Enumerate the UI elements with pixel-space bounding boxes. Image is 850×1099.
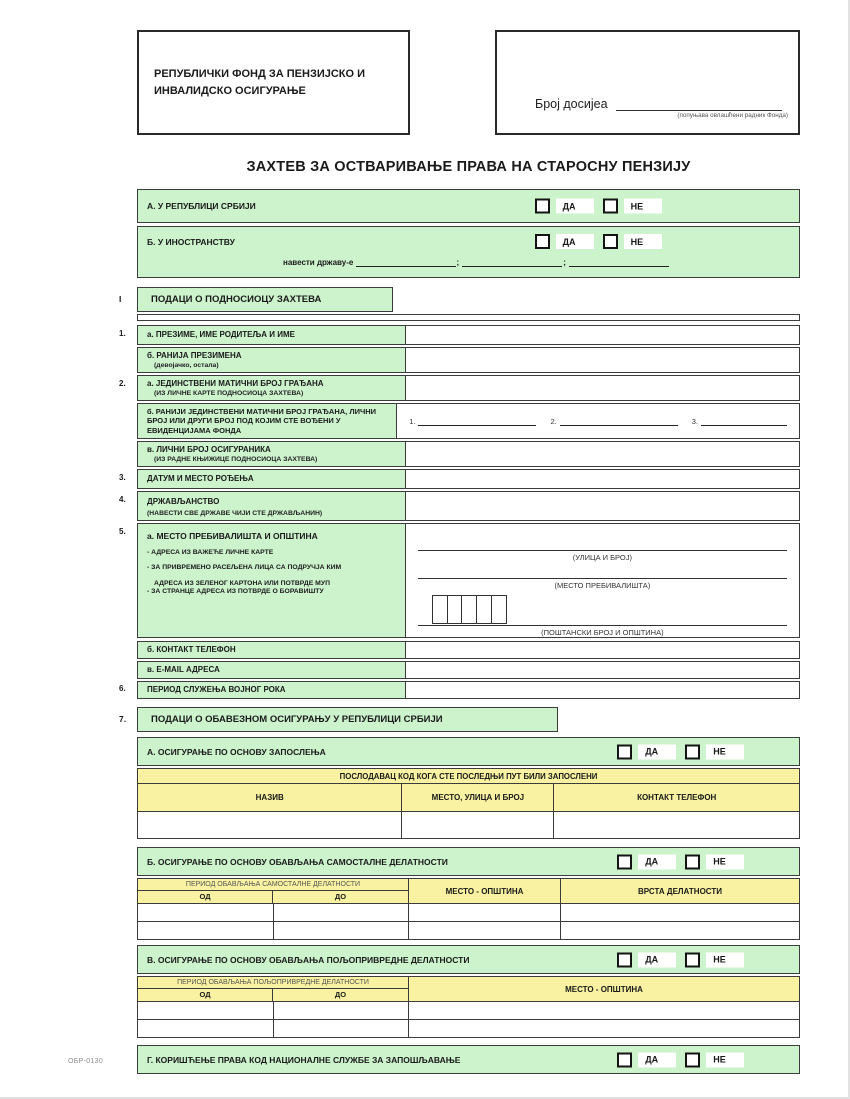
agriculture-period-header: ПЕРИОД ОБАВЉАЊА ПОЉОПРИВРЕДНЕ ДЕЛАТНОСТИ: [138, 977, 408, 989]
row-self-employment-insurance: Б. ОСИГУРАЊЕ ПО ОСНОВУ ОБАВЉАЊА САМОСТАЛНЕ ДЕЛАТНОСТИ ДА НЕ: [137, 847, 800, 876]
row-employment-service-rights: Г. КОРИШЋЕЊЕ ПРАВА КОД НАЦИОНАЛНЕ СЛУЖБЕ ЗА ЗАПОШЉАВАЊЕ ДА НЕ: [137, 1045, 800, 1074]
row-employment-insurance: А. ОСИГУРАЊЕ ПО ОСНОВУ ЗАПОСЛЕЊА ДА НЕ: [137, 737, 800, 766]
agriculture-no-checkbox[interactable]: [685, 952, 700, 967]
postal-digit-box[interactable]: [491, 595, 507, 624]
empty-strip: [137, 314, 800, 321]
employer-address-cell[interactable]: [402, 812, 554, 838]
surname-name-input[interactable]: [406, 326, 799, 344]
earlier-numbers-field: 1. 2. 3.: [397, 404, 799, 438]
serbia-yes-label: ДА: [556, 199, 594, 214]
row-citizenship: 4. ДРЖАВЉАНСТВО (НАВЕСТИ СВЕ ДРЖАВЕ ЧИЈИ СТЕ ДРЖАВЉАНИН): [137, 491, 800, 521]
row-agriculture-insurance: В. ОСИГУРАЊЕ ПО ОСНОВУ ОБАВЉАЊА ПОЉОПРИВРЕДНЕ ДЕЛАТНОСТИ ДА НЕ: [137, 945, 800, 974]
col-employer-phone: КОНТАКТ ТЕЛЕФОН: [637, 793, 717, 803]
row-surname-name: 1. а. ПРЕЗИМЕ, ИМЕ РОДИТЕЉА И ИМЕ: [137, 325, 800, 345]
citizenship-input[interactable]: [406, 492, 799, 520]
self-from-cell[interactable]: [138, 922, 274, 939]
self-to-cell[interactable]: [274, 922, 410, 939]
abroad-label: Б. У ИНОСТРАНСТВУ: [147, 237, 235, 247]
employer-band: ПОСЛОДАВАЦ КОД КОГА СТЕ ПОСЛЕДЊИ ПУТ БИЛИ ЗАПОСЛЕНИ: [138, 769, 799, 784]
section-applicant: [119, 287, 800, 312]
section-1-title-box: ПОДАЦИ О ПОДНОСИОЦУ ЗАХТЕВА: [137, 287, 393, 312]
dossier-label: Број досијеа: [535, 97, 608, 111]
employer-phone-cell[interactable]: [554, 812, 799, 838]
self-employment-no-checkbox[interactable]: [685, 854, 700, 869]
row-email: в. E-MAIL АДРЕСА: [137, 661, 800, 679]
state-3-field[interactable]: [569, 257, 669, 267]
military-service-input[interactable]: [406, 682, 799, 698]
postal-digit-box[interactable]: [432, 595, 448, 624]
row-contact-phone: б. КОНТАКТ ТЕЛЕФОН: [137, 641, 800, 659]
self-place-cell[interactable]: [409, 904, 561, 921]
dossier-note: (попуњава овлашћени радник Фонда): [677, 112, 788, 119]
row-residence: 5. а. МЕСТО ПРЕБИВАЛИШТА И ОПШТИНА - АДРЕСА ИЗ ВАЖЕЋЕ ЛИЧНЕ КАРТЕ - ЗА ПРИВРЕМЕНО РАСЕЉЕНА ЛИЦА СА ПОДРУЧЈА КИМ АДРЕСА ИЗ ЗЕЛЕНОГ КАРТОНА ИЛИ ПОТВРДЕ МУП - ЗА СТРАНЦЕ АДРЕСА ИЗ ПОТВРДЕ О БОРАВИШТУ (УЛИЦА И БРОЈ) (МЕСТО ПРЕБИВАЛИШТА) (ПОШТАНСКИ БРОЈ И ОПШТИНА): [137, 523, 800, 638]
section-7-title-box: ПОДАЦИ О ОБАВЕЗНОМ ОСИГУРАЊУ У РЕПУБЛИЦИ СРБИЈИ: [137, 707, 558, 732]
state-2-field[interactable]: [462, 257, 562, 267]
agri-to-cell[interactable]: [274, 1002, 410, 1019]
col-employer-address: МЕСТО, УЛИЦА И БРОЈ: [402, 784, 554, 811]
earlier-number-2-field[interactable]: [560, 416, 678, 426]
state-1-field[interactable]: [356, 257, 456, 267]
fund-name: РЕПУБЛИЧКИ ФОНД ЗА ПЕНЗИЈСКО И ИНВАЛИДСКО ОСИГУРАЊЕ: [154, 68, 366, 97]
dossier-number-field[interactable]: [616, 98, 782, 111]
employer-table: [137, 768, 800, 839]
self-from-cell[interactable]: [138, 904, 274, 921]
row-pension-in-serbia: [137, 189, 800, 223]
birth-date-place-input[interactable]: [406, 470, 799, 488]
fund-name-box: [137, 30, 410, 135]
row-military-service: 6. ПЕРИОД СЛУЖЕЊА ВОЈНОГ РОКА: [137, 681, 800, 699]
postal-digit-box[interactable]: [476, 595, 492, 624]
row-earlier-numbers: б. РАНИЈИ ЈЕДИНСТВЕНИ МАТИЧНИ БРОЈ ГРАЂАНА, ЛИЧНИ БРОЈ ИЛИ ДРУГИ БРОЈ ПОД КОЈИМ СТЕ ВОЂЕНИ У ЕВИДЕНЦИЈАМА ФОНДА 1. 2. 3.: [137, 403, 800, 439]
row-birth-date-place: 3. ДАТУМ И МЕСТО РОЂЕЊА: [137, 469, 800, 489]
self-place-cell[interactable]: [409, 922, 561, 939]
jmbg-input[interactable]: [406, 376, 799, 400]
street-input[interactable]: [418, 550, 787, 551]
col-employer-name: НАЗИВ: [138, 784, 402, 811]
serbia-no-label: НЕ: [624, 199, 662, 214]
agri-place-cell[interactable]: [409, 1020, 799, 1037]
employment-service-no-checkbox[interactable]: [685, 1052, 700, 1067]
form-title: ЗАХТЕВ ЗА ОСТВАРИВАЊЕ ПРАВА НА СТАРОСНУ ПЕНЗИЈУ: [246, 159, 691, 175]
abroad-yes-checkbox[interactable]: [535, 234, 550, 249]
earlier-number-3-field[interactable]: [701, 416, 787, 426]
state-names-line: навести државу-е ; ;: [283, 257, 799, 276]
insured-personal-number-input[interactable]: [406, 442, 799, 466]
employment-no-checkbox[interactable]: [685, 744, 700, 759]
dossier-box: [495, 30, 800, 135]
email-input[interactable]: [406, 662, 799, 678]
earlier-number-1-field[interactable]: [418, 416, 536, 426]
agri-to-cell[interactable]: [274, 1020, 410, 1037]
postal-digit-box[interactable]: [461, 595, 477, 624]
self-to-cell[interactable]: [274, 904, 410, 921]
abroad-no-label: НЕ: [624, 234, 662, 249]
serbia-yes-checkbox[interactable]: [535, 199, 550, 214]
self-employment-yes-checkbox[interactable]: [617, 854, 632, 869]
serbia-no-checkbox[interactable]: [603, 199, 618, 214]
abroad-yes-label: ДА: [556, 234, 594, 249]
employment-service-yes-checkbox[interactable]: [617, 1052, 632, 1067]
agriculture-yes-checkbox[interactable]: [617, 952, 632, 967]
abroad-no-checkbox[interactable]: [603, 234, 618, 249]
postal-municipality-input[interactable]: [418, 625, 787, 626]
section-1-number: I: [119, 294, 122, 304]
agri-place-cell[interactable]: [409, 1002, 799, 1019]
row-jmbg: 2. а. ЈЕДИНСТВЕНИ МАТИЧНИ БРОЈ ГРАЂАНА (ИЗ ЛИЧНЕ КАРТЕ ПОДНОСИОЦА ЗАХТЕВА): [137, 375, 800, 401]
row-earlier-surnames: б. РАНИЈА ПРЕЗИМЕНА (девојачко, остала): [137, 347, 800, 373]
self-type-cell[interactable]: [561, 904, 799, 921]
row-insured-personal-number: в. ЛИЧНИ БРОЈ ОСИГУРАНИКА (ИЗ РАДНЕ КЊИЖИЦЕ ПОДНОСИОЦА ЗАХТЕВА): [137, 441, 800, 467]
earlier-surnames-input[interactable]: [406, 348, 799, 372]
state-note: навести државу-е: [283, 258, 354, 267]
form-code: ОБР-0130: [68, 1058, 104, 1065]
residence-fields: (УЛИЦА И БРОЈ) (МЕСТО ПРЕБИВАЛИШТА) (ПОШТАНСКИ БРОЈ И ОПШТИНА): [406, 524, 799, 637]
self-employment-table: ПЕРИОД ОБАВЉАЊА САМОСТАЛНЕ ДЕЛАТНОСТИ ОД ДО МЕСТО - ОПШТИНА ВРСТА ДЕЛАТНОСТИ: [137, 878, 800, 940]
row-pension-abroad: [137, 226, 800, 278]
place-input[interactable]: [418, 578, 787, 579]
section-7-number: 7.: [119, 714, 127, 725]
form-header: [137, 30, 800, 135]
self-employment-period-header: ПЕРИОД ОБАВЉАЊА САМОСТАЛНЕ ДЕЛАТНОСТИ: [138, 879, 408, 891]
agriculture-table: ПЕРИОД ОБАВЉАЊА ПОЉОПРИВРЕДНЕ ДЕЛАТНОСТИ ОД ДО МЕСТО - ОПШТИНА: [137, 976, 800, 1038]
employment-yes-checkbox[interactable]: [617, 744, 632, 759]
agri-from-cell[interactable]: [138, 1020, 274, 1037]
contact-phone-input[interactable]: [406, 642, 799, 658]
self-type-cell[interactable]: [561, 922, 799, 939]
postal-digit-box[interactable]: [447, 595, 463, 624]
employer-name-cell[interactable]: [138, 812, 402, 838]
agri-from-cell[interactable]: [138, 1002, 274, 1019]
in-serbia-label: А. У РЕПУБЛИЦИ СРБИЈИ: [147, 201, 256, 211]
section-insurance: [119, 707, 800, 732]
postal-code-boxes: [432, 595, 787, 624]
